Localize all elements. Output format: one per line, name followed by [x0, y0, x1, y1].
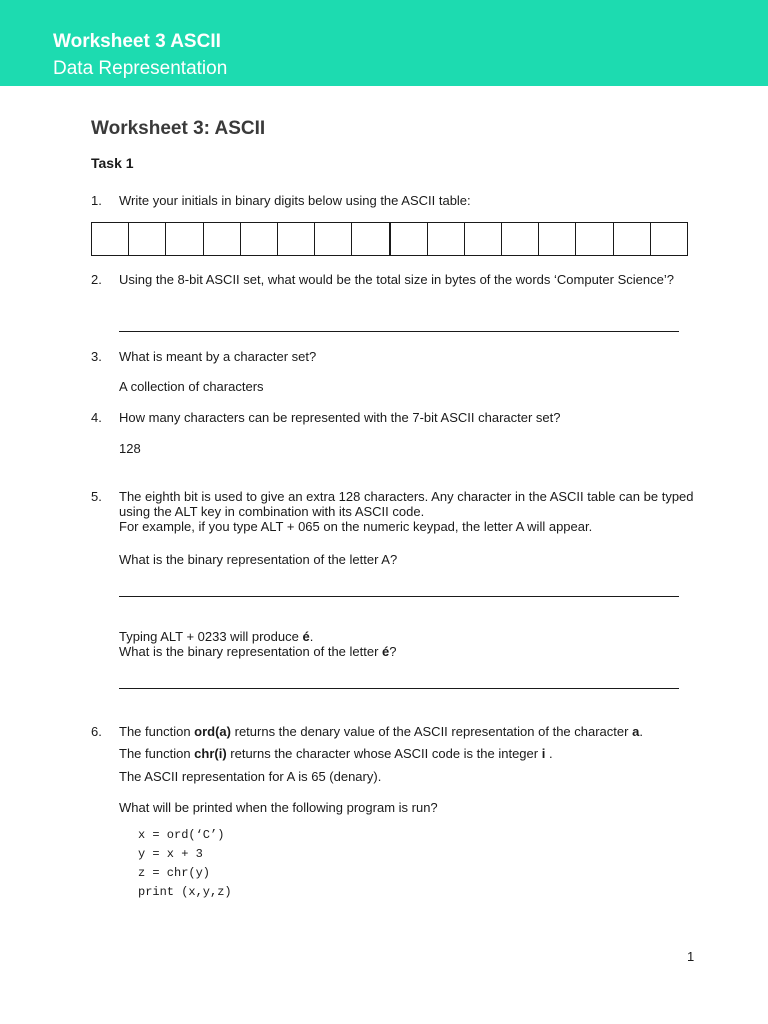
question-3-text: What is meant by a character set? — [119, 349, 317, 364]
binary-cell[interactable] — [576, 223, 613, 255]
binary-cell[interactable] — [614, 223, 651, 255]
question-1-text: Write your initials in binary digits below using the ASCII table: — [119, 193, 471, 208]
binary-cell[interactable] — [391, 223, 428, 255]
question-5b-text: What is the binary representation of the letter é? — [119, 644, 397, 659]
question-4-number: 4. — [91, 410, 102, 425]
question-4-text: How many characters can be represented with the 7-bit ASCII character set? — [119, 410, 561, 425]
answer-line[interactable] — [119, 596, 679, 597]
binary-cell[interactable] — [465, 223, 502, 255]
binary-cell[interactable] — [651, 223, 687, 255]
question-5-number: 5. — [91, 489, 102, 504]
binary-cell[interactable] — [502, 223, 539, 255]
page-number: 1 — [687, 949, 695, 964]
question-5a-text: What is the binary representation of the letter A? — [119, 552, 398, 567]
question-6-ord-description: The function ord(a) returns the denary value of the ASCII representation of the character a. — [119, 724, 643, 739]
question-2-number: 2. — [91, 272, 102, 287]
question-2-text: Using the 8-bit ASCII set, what would be the total size in bytes of the words ‘Computer Science’? — [119, 272, 674, 287]
binary-cell[interactable] — [428, 223, 465, 255]
binary-cell[interactable] — [204, 223, 241, 255]
question-5-intro: The eighth bit is used to give an extra 128 characters. Any character in the ASCII table can be typed using the ALT key in combination with its ASCII code. — [119, 489, 694, 519]
binary-cell[interactable] — [92, 223, 129, 255]
code-line: z = chr(y) — [138, 866, 211, 880]
answer-line[interactable] — [119, 688, 679, 689]
code-line: print (x,y,z) — [138, 885, 232, 899]
question-3-answer: A collection of characters — [119, 379, 264, 394]
binary-cell[interactable] — [315, 223, 352, 255]
worksheet-subtitle: Data Representation — [53, 58, 228, 79]
question-3-number: 3. — [91, 349, 102, 364]
question-6-number: 6. — [91, 724, 102, 739]
question-4-answer: 128 — [119, 441, 141, 456]
question-1-number: 1. — [91, 193, 102, 208]
header-banner — [0, 0, 768, 86]
question-6-chr-description: The function chr(i) returns the character whose ASCII code is the integer i . — [119, 746, 553, 761]
binary-cell[interactable] — [278, 223, 315, 255]
question-6-text: What will be printed when the following program is run? — [119, 800, 438, 815]
binary-cell[interactable] — [539, 223, 576, 255]
binary-cell[interactable] — [166, 223, 203, 255]
binary-cell[interactable] — [352, 223, 390, 255]
question-6-ascii-note: The ASCII representation for A is 65 (denary). — [119, 769, 382, 784]
worksheet-title: Worksheet 3 ASCII — [53, 31, 221, 52]
code-line: y = x + 3 — [138, 847, 203, 861]
binary-cell[interactable] — [129, 223, 166, 255]
question-5-example: For example, if you type ALT + 065 on the numeric keypad, the letter A will appear. — [119, 519, 593, 534]
binary-cell[interactable] — [241, 223, 278, 255]
answer-line[interactable] — [119, 331, 679, 332]
task-heading: Task 1 — [91, 155, 134, 171]
binary-answer-grid — [91, 222, 688, 256]
question-5-typing-line: Typing ALT + 0233 will produce é. — [119, 629, 314, 644]
code-line: x = ord(‘C’) — [138, 828, 225, 842]
code-block — [138, 826, 232, 902]
page-title: Worksheet 3: ASCII — [91, 118, 266, 139]
